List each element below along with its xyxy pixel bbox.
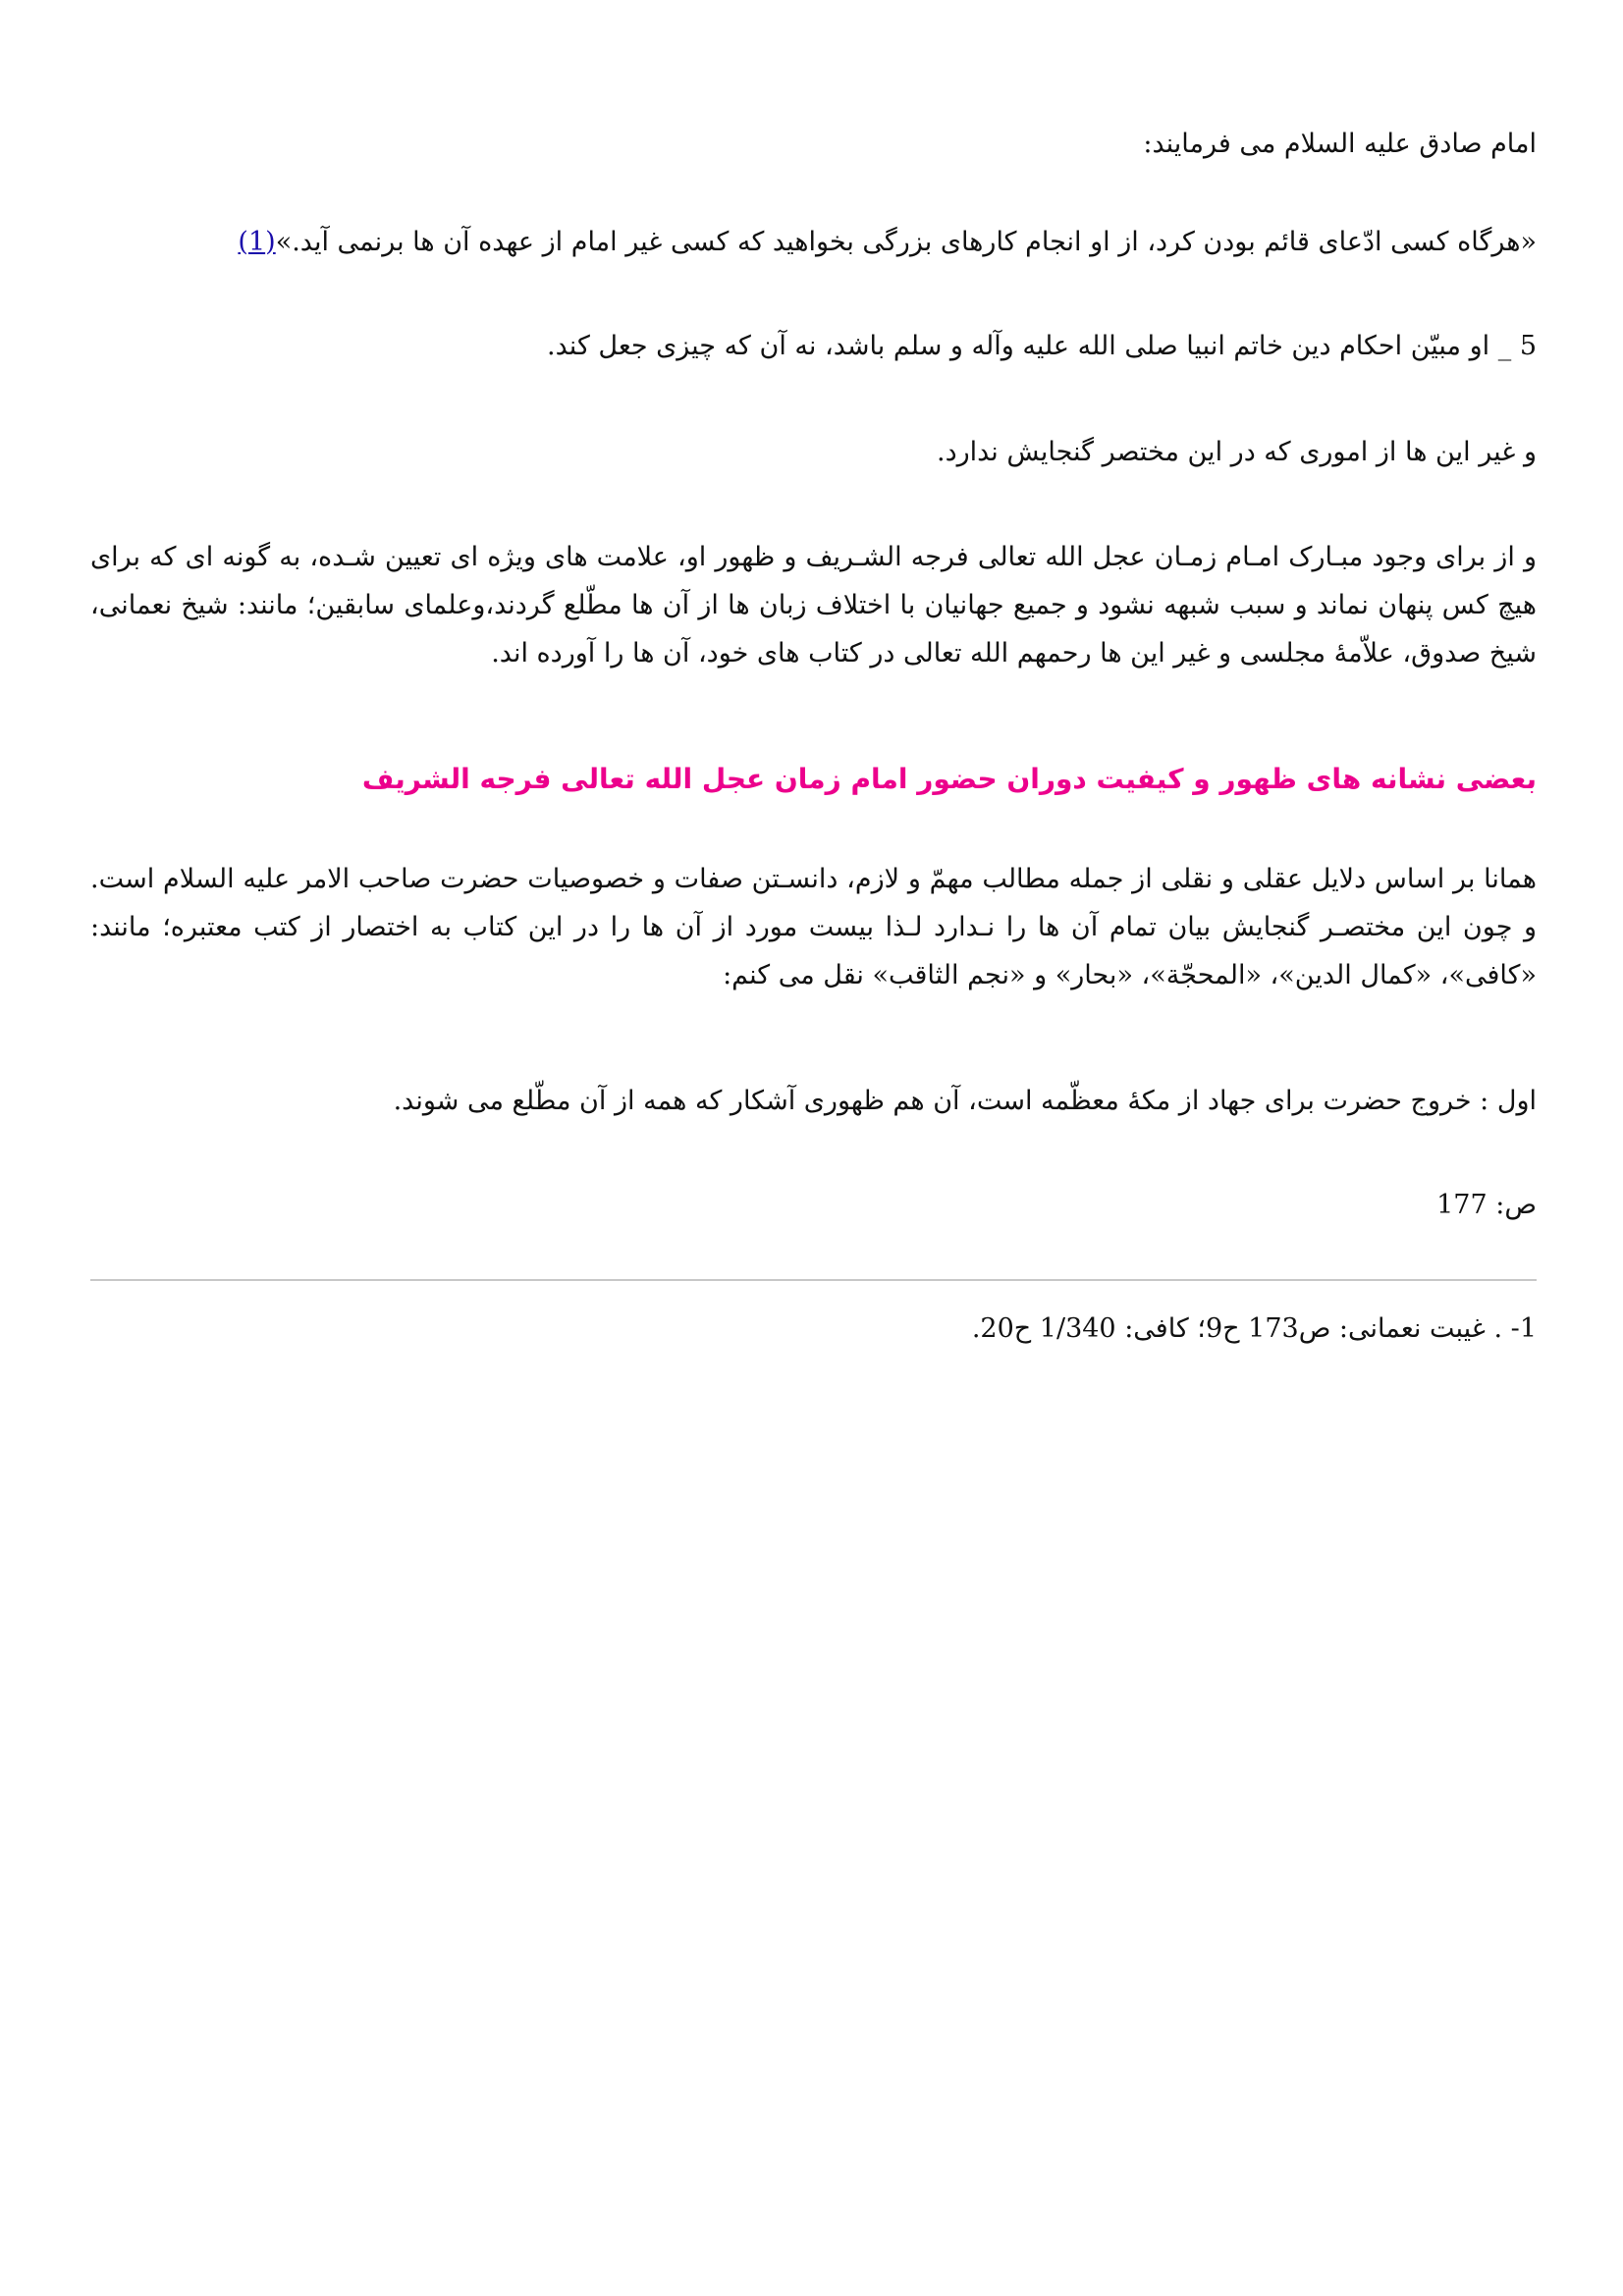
first-sign-paragraph: اول : خروج حضرت برای جهاد از مکۀ معظّمه است، آن هم ظهوری آشکار که همه از آن مطّلع می شوند. — [393, 1086, 1537, 1116]
footnote-divider — [90, 1279, 1537, 1281]
introduction-paragraph: همانا بر اساس دلایل عقلی و نقلی از جمله مطالب مهمّ و لازم، دانسـتن صفات و خصوصیات حضرت صاحب الامر علیه السلام است. و چون این مختصـر گنجایش بیان تمام آن ها را نـدارد لـذا بیست مورد از آن ها را در این کتاب به اختصار از کتب معتبره؛ مانند: «کافی»، «کمال الدین»، «المحجّة»، «بحار» و «نجم الثاقب» نقل می کنم: — [90, 864, 1537, 990]
page-number: ص: 177 — [1436, 1190, 1537, 1220]
hadith-quote-text: «هرگاه کسی ادّعای قائم بودن کرد، از او انجام کارهای بزرگی بخواهید که کسی غیر امام از عهده آن ها برنمی آید.» — [275, 227, 1537, 257]
footnote-text: 1- . غیبت نعمانی: ص173 ح9؛ کافی: 1/340 ح20. — [971, 1313, 1537, 1344]
hadith-quote — [90, 218, 1537, 266]
signs-paragraph: و از برای وجود مبـارک امـام زمـان عجل الله تعالی فرجه الشـریف و ظهور او، علامت های ویژه ای تعیین شـده، به گونه ای که برای هیچ کس پنهان نماند و سبب شبهه نشود و جمیع جهانیان با اختلاف زبان ها از آن ها مطّلع گردند،وعلمای سابقین؛ مانند: شیخ نعمانی، شیخ صدوق، علاّمۀ مجلسی و غیر این ها رحمهم الله تعالی در کتاب های خود، آن ها را آورده اند. — [90, 542, 1537, 668]
point-five: 5 _ او مبیّن احکام دین خاتم انبیا صلی الله علیه وآله و سلم باشد، نه آن که چیزی جعل کند. — [547, 331, 1537, 361]
intro-line: امام صادق علیه السلام می فرمایند: — [1143, 129, 1537, 159]
footnote-ref-link[interactable]: (1) — [238, 227, 276, 257]
section-heading: بعضی نشانه های ظهور و کیفیت دوران حضور امام زمان عجل الله تعالی فرجه الشریف — [361, 763, 1537, 795]
other-matters-line: و غیر این ها از اموری که در این مختصر گنجایش ندارد. — [936, 437, 1537, 467]
